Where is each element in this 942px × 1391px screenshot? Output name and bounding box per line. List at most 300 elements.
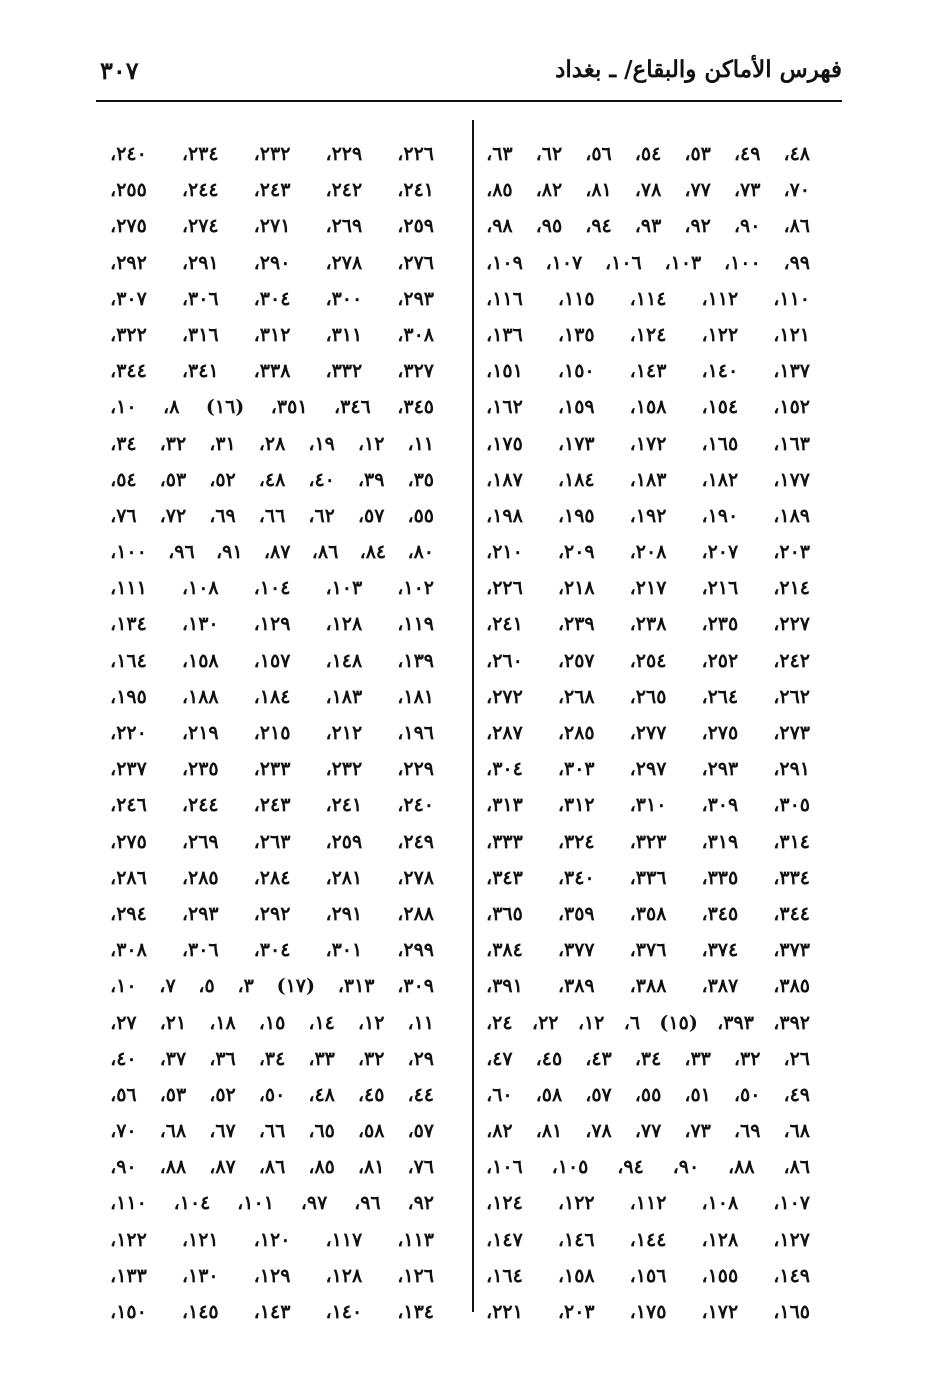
page-reference: ٨١، [357, 1156, 385, 1179]
page-reference: ٦٨، [783, 1120, 810, 1143]
page-reference: ٣٠٥، [773, 794, 810, 817]
page-reference: ١٦٥، [701, 432, 739, 455]
page-reference: ٢٧٦، [397, 251, 434, 274]
page-reference: ٥٧، [407, 1120, 434, 1143]
index-line [100, 462, 440, 498]
page-reference: ٢٣٢، [253, 143, 291, 165]
page-reference: ٢٥٩، [397, 215, 434, 238]
page-reference: ٣٠٤، [486, 758, 523, 781]
page-reference: ٣٠٨، [397, 323, 434, 346]
page-reference: ١٦٢، [486, 396, 523, 419]
page-reference: ٣١٣، [337, 975, 375, 998]
page-reference: ١١٠، [110, 1192, 147, 1215]
page-reference: ٢٢٧، [773, 613, 810, 636]
page-reference: ٣٢٣، [629, 830, 667, 853]
index-line [100, 824, 440, 860]
page-reference: ٩٤، [617, 1156, 644, 1179]
page-reference: ١٨٩، [773, 504, 810, 527]
page-reference: ٣٠٣، [557, 758, 595, 781]
page-reference: ٢٩١، [181, 251, 219, 274]
page-reference: ٨٢، [486, 1120, 513, 1143]
index-line [100, 1222, 440, 1258]
index-line [476, 860, 816, 896]
index-line [100, 172, 440, 208]
page-reference: ٣٣٣، [486, 830, 523, 853]
index-line [476, 172, 816, 208]
index-line [100, 1258, 440, 1294]
page-reference: ٣١١، [325, 323, 363, 346]
page-reference: ٢٢٩، [397, 758, 434, 781]
page-reference: ١٩٨، [486, 504, 523, 527]
page-reference: ٣١٢، [253, 323, 291, 346]
page-reference: ١٥١، [486, 360, 523, 383]
page-reference: ٣٤٤، [110, 360, 147, 383]
index-line [100, 715, 440, 751]
page-reference: ١٠٧، [545, 251, 583, 274]
page-reference: ١٥٩، [557, 396, 595, 419]
page-reference: ١٣٩، [397, 649, 434, 672]
page-reference: ٢٠٣، [557, 1301, 595, 1323]
page-reference: ٢٩٩، [397, 939, 434, 962]
index-line [476, 643, 816, 679]
page-reference: ١٠٤، [173, 1192, 211, 1215]
page-reference: ٢٣٧، [110, 758, 147, 781]
page-reference: ١٧٢، [629, 432, 667, 455]
page-reference: ٣٢٧، [397, 360, 434, 383]
page-reference: ٩٣، [634, 215, 662, 238]
page-reference: ٣٣٨، [253, 360, 291, 383]
page-reference: ٨٨، [159, 1156, 187, 1179]
page-reference: ٣٩٢، [773, 1011, 810, 1034]
page-reference: ٣٤٤، [773, 902, 810, 925]
page-reference: ٢٤٣، [253, 179, 291, 202]
page-reference: ١١٩، [397, 613, 434, 636]
page-reference: ١٧٣، [557, 432, 595, 455]
page-reference: ٢٩١، [773, 758, 810, 781]
index-line [100, 208, 440, 244]
page-reference: ٣٦٥، [486, 902, 523, 925]
index-line [476, 787, 816, 823]
page-reference: ٣٢٤، [557, 830, 595, 853]
page-reference: ١٤٧، [486, 1228, 523, 1251]
page-reference: ٦٩، [209, 504, 236, 527]
page-reference: ٣٠٤، [253, 287, 291, 310]
page-reference: ١٢٧، [773, 1228, 810, 1251]
page-reference: ١١٠، [773, 287, 810, 310]
page-reference: ٢٩٢، [253, 902, 291, 925]
page-reference: ٦، [623, 1011, 641, 1034]
page-reference: ٦٠، [486, 1083, 513, 1106]
page-reference: ٣٨٩، [557, 975, 595, 998]
page-reference: ٢٧٤، [181, 215, 219, 238]
page-reference: ٣٠٦، [181, 939, 219, 962]
page-reference: ٨٨، [728, 1156, 755, 1179]
page-reference: ٢٨٧، [486, 722, 523, 744]
page-reference: ٥٤، [634, 143, 662, 165]
page-reference: ٢٧٨، [397, 866, 434, 889]
index-line [100, 751, 440, 787]
page-reference: ١٠٨، [701, 1192, 739, 1215]
index-line [476, 426, 816, 462]
page-reference: ٢٧، [110, 1011, 137, 1034]
page-reference: ٨٦، [783, 1156, 810, 1179]
page-reference: ١١٢، [629, 1192, 667, 1215]
page-reference: ١٠، [110, 975, 137, 998]
page-reference: ١٥٠، [110, 1301, 147, 1323]
page-reference: (١٧) [276, 975, 315, 998]
page-reference: ٢٥٩، [325, 830, 363, 853]
index-line [476, 715, 816, 751]
page-reference: ٨٢، [535, 179, 563, 202]
page-reference: ٢٠٧، [701, 541, 739, 564]
page-reference: ٨٦، [783, 215, 810, 238]
page-reference: ٨٤، [359, 541, 387, 564]
page-reference: ٣٢، [733, 1047, 761, 1070]
page-reference: ٢٦٢، [773, 685, 810, 708]
page-reference: ٢١٤، [773, 577, 810, 600]
page-reference: ١٢٩، [253, 1264, 291, 1287]
page-reference: ٥، [198, 975, 215, 998]
page-reference: ١٤٥، [181, 1301, 219, 1323]
page-reference: ١٥٨، [629, 396, 667, 419]
page-reference: ٢٧٨، [325, 251, 363, 274]
page-reference: ٣٧٧، [557, 939, 595, 962]
page-reference: ١٠٥، [551, 1156, 589, 1179]
page-reference: ٢٩٣، [181, 902, 219, 925]
page-reference: ١٨١، [397, 685, 434, 708]
page-reference: ٥٨، [535, 1083, 563, 1106]
page-reference: ٣٣، [684, 1047, 711, 1070]
page-reference: ٩٥، [535, 215, 563, 238]
page-reference: ١٤٦، [557, 1228, 595, 1251]
page-reference: ٨١، [535, 1120, 563, 1143]
page-reference: ٣٤٥، [701, 902, 739, 925]
page-reference: ٣٩١، [486, 975, 523, 998]
page-reference: ١٢٦، [397, 1264, 434, 1287]
page-reference: ١٤٣، [253, 1301, 291, 1323]
page-reference: ١٤٩، [773, 1264, 810, 1287]
page-reference: ١٧٥، [629, 1301, 667, 1323]
page-reference: ٢٦٩، [325, 215, 363, 238]
page-reference: ٥٦، [585, 143, 612, 165]
page-reference: ٥١، [684, 1083, 711, 1106]
index-line [100, 1185, 440, 1221]
page-reference: ١٢٠، [253, 1228, 291, 1251]
page-reference: ٧٠، [110, 1120, 137, 1143]
page-reference: ٣، [237, 975, 254, 998]
page-reference: ٣٨٥، [773, 975, 810, 998]
page-reference: ٥٠، [258, 1083, 286, 1106]
page-reference: ٦٢، [535, 143, 563, 165]
page-reference: ٢٦٥، [629, 685, 667, 708]
page-reference: ٣٨٧، [701, 975, 739, 998]
page-reference: ٤٠، [110, 1047, 137, 1070]
page-reference: ٢١٨، [557, 577, 595, 600]
page-reference: ٢٩٧، [629, 758, 667, 781]
page-reference: ٢١٩، [181, 722, 219, 744]
page-reference: ٥٠، [733, 1083, 761, 1106]
index-line [100, 606, 440, 642]
page-reference: ٢٦٠، [486, 649, 523, 672]
index-line [476, 1041, 816, 1077]
page-reference: ١٠٠، [110, 541, 147, 564]
page-reference: ٩٢، [407, 1192, 434, 1215]
page-reference: ٢٤٤، [181, 179, 219, 202]
page-reference: ٢٦، [783, 1047, 810, 1070]
page-reference: ١٨٢، [701, 468, 739, 491]
page-reference: ١٦٣، [773, 432, 810, 455]
index-line [476, 462, 816, 498]
index-line [100, 570, 440, 606]
index-line [100, 643, 440, 679]
page-reference: ٣٤٥، [397, 396, 434, 419]
page-reference: ١٠١، [237, 1192, 274, 1215]
page-reference: ٣٧٦، [629, 939, 667, 962]
page-reference: ١٦٤، [110, 649, 147, 672]
page-reference: ١٢٢، [557, 1192, 595, 1215]
page-reference: ٦٣، [486, 143, 513, 165]
page-reference: ١٤٤، [629, 1228, 667, 1251]
page-reference: ٨٧، [263, 541, 291, 564]
page-reference: ٣١٠، [629, 794, 667, 817]
page-reference: ٣٦، [209, 1047, 236, 1070]
page-reference: ٧٠، [783, 179, 810, 202]
page-reference: ٩٧، [300, 1192, 328, 1215]
page-reference: ٧٧، [684, 179, 711, 202]
page-reference: ١٨٣، [325, 685, 363, 708]
page-reference: ٣٠٧، [110, 287, 147, 310]
page-reference: ١٢، [357, 1011, 385, 1034]
page-reference: ١٠٦، [604, 251, 642, 274]
page-reference: ١٥٧، [253, 649, 291, 672]
page-reference: ٢٧٧، [629, 722, 667, 744]
page-reference: ٥٣، [159, 1083, 187, 1106]
column-divider [472, 120, 474, 1312]
index-line [476, 1149, 816, 1185]
page-reference: ٧٣، [733, 179, 761, 202]
page-reference: ٥٢، [209, 1083, 236, 1106]
page-reference: ٢٨٥، [557, 722, 595, 744]
page-reference: ٢١٢، [325, 722, 363, 744]
page-reference: ٩٨، [486, 215, 513, 238]
page-reference: ٣٣٦، [629, 866, 667, 889]
page-reference: ٢٩١، [325, 902, 363, 925]
page-reference: ٨٦، [311, 541, 339, 564]
page-number: ٣٠٧ [100, 56, 139, 85]
page-reference: ٥٧، [585, 1083, 612, 1106]
index-line [476, 1294, 816, 1330]
page-reference: ١٥٨، [557, 1264, 595, 1287]
page-reference: ١٧٢، [701, 1301, 739, 1323]
page-reference: ١٢٤، [486, 1192, 523, 1215]
page-reference: ٥٥، [634, 1083, 662, 1106]
page-reference: ٣٧٣، [773, 939, 810, 962]
index-line [476, 317, 816, 353]
page-reference: ٣١، [209, 432, 236, 455]
page-reference: ٩١، [216, 541, 243, 564]
page-reference: ٢٨٦، [110, 866, 147, 889]
page-reference: ٢٨٤، [253, 866, 291, 889]
page-reference: ١١، [407, 432, 434, 455]
page-reference: ١١٧، [325, 1228, 363, 1251]
page-reference: ٢٩٣، [701, 758, 739, 781]
page-reference: ٢١٦، [701, 577, 739, 600]
page-reference: ١٠، [110, 396, 137, 419]
page-reference: ٩٦، [168, 541, 195, 564]
page-reference: ٣٢، [357, 1047, 385, 1070]
page-reference: ٣١٩، [701, 830, 739, 853]
page-reference: ٢٦٣، [253, 830, 291, 853]
running-title: فهرس الأماكن والبقاع/ ـ بغداد [555, 56, 842, 83]
index-line [476, 896, 816, 932]
page-reference: ٥٨، [357, 1120, 385, 1143]
index-line [100, 281, 440, 317]
page-reference: ١١١، [110, 577, 147, 600]
page-reference: ٤٣، [585, 1047, 612, 1070]
page-reference: ٢٢٠، [110, 722, 147, 744]
page-reference: ٢٩٠، [253, 251, 291, 274]
index-line [476, 679, 816, 715]
page-reference: ٣٩، [357, 468, 385, 491]
page-reference: ١٠٨، [181, 577, 219, 600]
page-reference: ٢٤٣، [253, 794, 291, 817]
page-reference: ٩٦، [354, 1192, 381, 1215]
page-reference: ١١٣، [397, 1228, 434, 1251]
page-reference: ١٨٤، [253, 685, 291, 708]
index-line [100, 245, 440, 281]
page-reference: ٧٣، [684, 1120, 711, 1143]
page-reference: ٣٣٤، [773, 866, 810, 889]
page-reference: ٣٨٤، [486, 939, 523, 962]
page-reference: ٩٢، [684, 215, 711, 238]
index-line [100, 896, 440, 932]
page-reference: ٢٦٤، [701, 685, 739, 708]
page-reference: ٣٠٨، [110, 939, 147, 962]
page-reference: ٣٩٣، [717, 1011, 754, 1034]
page-reference: ٦٩، [733, 1120, 761, 1143]
page-reference: ٢٤٦، [110, 794, 147, 817]
page-reference: ٢٩٣، [397, 287, 434, 310]
page-reference: ١٨، [209, 1011, 236, 1034]
index-line [476, 751, 816, 787]
index-line [100, 679, 440, 715]
index-line [100, 136, 440, 172]
index-line [100, 968, 440, 1004]
page-reference: ٢٠٨، [629, 541, 667, 564]
index-line [476, 1222, 816, 1258]
page-reference: ١٢١، [181, 1228, 219, 1251]
page-reference: ٢٩، [407, 1047, 434, 1070]
page-header [96, 54, 842, 102]
page-reference: ٣٣٢، [325, 360, 363, 383]
page-reference: ٢٧٥، [110, 830, 147, 853]
page-reference: ٣٤٣، [486, 866, 523, 889]
page-reference: ٤٤، [407, 1083, 434, 1106]
page-reference: ١٧٥، [486, 432, 523, 455]
page-reference: ٢٣٩، [557, 613, 595, 636]
page-reference: ٤٠، [308, 468, 335, 491]
page-reference: ٢٤، [486, 1011, 513, 1034]
page-reference: ٢٨١، [325, 866, 363, 889]
page-reference: ٣٠٠، [325, 287, 363, 310]
page-reference: ١٥٠، [557, 360, 595, 383]
page-reference: ١٤٨، [325, 649, 363, 672]
page-reference: ٢١٧، [629, 577, 667, 600]
page-reference: ١٠٧، [773, 1192, 810, 1215]
page-reference: ٣٧٤، [701, 939, 739, 962]
page-reference: ١٠٤، [253, 577, 291, 600]
page-reference: ١١٢، [701, 287, 739, 310]
page-reference: ٤٥، [535, 1047, 563, 1070]
page-reference: ١٠٣، [664, 251, 702, 274]
page-reference: ٨٦، [258, 1156, 286, 1179]
page-reference: ٢٧٢، [486, 685, 523, 708]
page-reference: ٥٥، [407, 504, 434, 527]
index-line [476, 136, 816, 172]
page-reference: ٣٤، [258, 1047, 286, 1070]
page-reference: ٨١، [585, 179, 612, 202]
page-reference: ٢٧٥، [110, 215, 147, 238]
page-reference: ٢٥٢، [701, 649, 739, 672]
page-reference: ٨٥، [308, 1156, 335, 1179]
page-reference: ٣٠٩، [701, 794, 739, 817]
page-reference: ٣٢٢، [110, 323, 147, 346]
page-reference: ٤٨، [258, 468, 286, 491]
page-reference: ٢٤٠، [110, 143, 147, 165]
page-reference: ١٠٣، [325, 577, 363, 600]
page-reference: ١١٥، [557, 287, 595, 310]
page-reference: ٨٠، [407, 541, 434, 564]
index-line [100, 426, 440, 462]
page-reference: ٧٨، [585, 1120, 612, 1143]
page-reference: ٣٤٦، [334, 396, 371, 419]
page-reference: ٣١٦، [181, 323, 219, 346]
page-reference: ٣٨٨، [629, 975, 667, 998]
page-reference: ٣٥٩، [557, 902, 595, 925]
page-reference: ٣٤٠، [557, 866, 595, 889]
page-reference: ١٩٢، [629, 504, 667, 527]
page-reference: ١٢، [577, 1011, 605, 1034]
page-reference: ٢٢١، [486, 1301, 523, 1323]
page-reference: ٢٣٥، [181, 758, 219, 781]
page-reference: ٥٧، [357, 504, 385, 527]
index-line [476, 824, 816, 860]
page-reference: ١٥٢، [773, 396, 810, 419]
page-reference: ٢٢٦، [486, 577, 523, 600]
page-reference: ٣١٢، [557, 794, 595, 817]
header-rule [96, 100, 842, 102]
page-reference: ١١، [407, 1011, 434, 1034]
page-reference: ١٨٧، [486, 468, 523, 491]
index-line [476, 932, 816, 968]
page-reference: ٣٤، [110, 432, 137, 455]
page-reference: ٢٣٥، [701, 613, 739, 636]
page-reference: ١٥٨، [181, 649, 219, 672]
page-reference: ٦٧، [209, 1120, 236, 1143]
page-reference: ٣٥، [407, 468, 434, 491]
page-reference: ١١٤، [629, 287, 667, 310]
page-reference: ٢٤٢، [773, 649, 810, 672]
page-reference: ٥٦، [110, 1083, 137, 1106]
index-column-right [476, 136, 816, 1330]
page-reference: ٢٦٨، [557, 685, 595, 708]
page-reference: ٢٥٤، [629, 649, 667, 672]
page-reference: ٤٩، [733, 143, 761, 165]
page-reference: ٣٠٤، [253, 939, 291, 962]
page-reference: ١٣٠، [181, 1264, 219, 1287]
page-reference: ٣٣، [308, 1047, 335, 1070]
page-reference: ٤٨، [308, 1083, 335, 1106]
